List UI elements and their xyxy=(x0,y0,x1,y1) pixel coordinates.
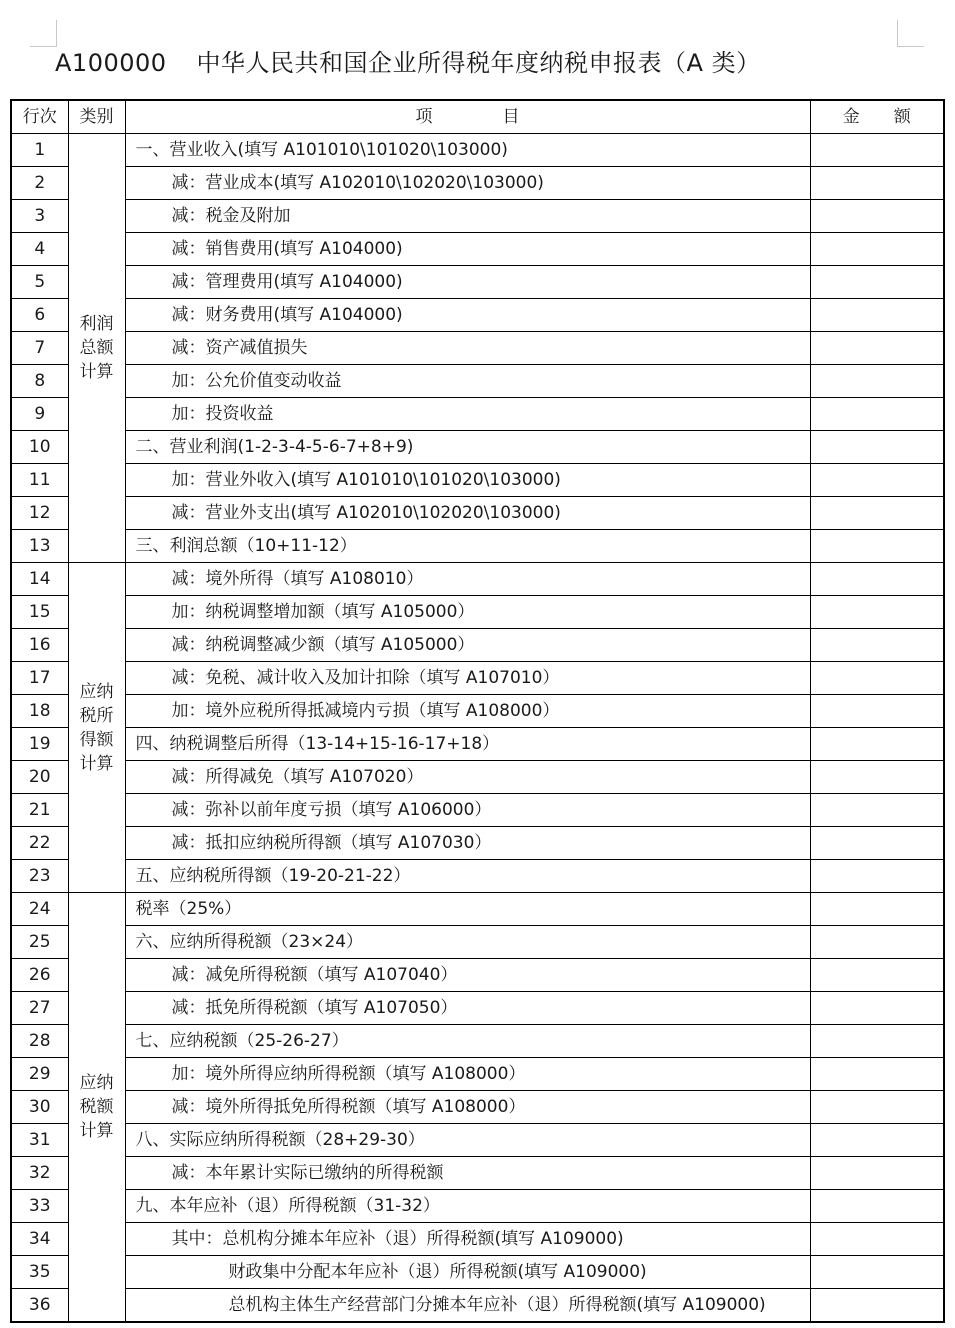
row-number: 5 xyxy=(11,266,68,299)
table-row xyxy=(11,860,944,893)
row-number: 26 xyxy=(11,959,68,992)
row-item: 二、营业利润(1-2-3-4-5-6-7+8+9) xyxy=(125,431,810,464)
row-item: 加：投资收益 xyxy=(125,398,810,431)
table-row xyxy=(11,431,944,464)
table-row xyxy=(11,1289,944,1323)
row-number: 20 xyxy=(11,761,68,794)
header-amount: 金 额 xyxy=(810,100,944,134)
tax-return-table xyxy=(10,99,945,1323)
amount-cell[interactable] xyxy=(810,959,944,992)
amount-cell[interactable] xyxy=(810,1157,944,1190)
row-number: 32 xyxy=(11,1157,68,1190)
table-row xyxy=(11,794,944,827)
amount-cell[interactable] xyxy=(810,596,944,629)
table-row xyxy=(11,959,944,992)
amount-cell[interactable] xyxy=(810,1091,944,1124)
table-row xyxy=(11,332,944,365)
row-number: 31 xyxy=(11,1124,68,1157)
amount-cell[interactable] xyxy=(810,167,944,200)
table-row xyxy=(11,992,944,1025)
row-item: 三、利润总额（10+11-12） xyxy=(125,530,810,563)
row-item: 减：所得减免（填写 A107020） xyxy=(125,761,810,794)
header-item-right: 目 xyxy=(502,107,520,127)
row-item: 六、应纳所得税额（23×24） xyxy=(125,926,810,959)
table-row xyxy=(11,200,944,233)
table-row xyxy=(11,1256,944,1289)
header-row-no: 行次 xyxy=(11,100,68,134)
amount-cell[interactable] xyxy=(810,662,944,695)
amount-cell[interactable] xyxy=(810,332,944,365)
row-number: 18 xyxy=(11,695,68,728)
row-number: 35 xyxy=(11,1256,68,1289)
row-number: 36 xyxy=(11,1289,68,1323)
row-item: 减：管理费用(填写 A104000) xyxy=(125,266,810,299)
category-profit-label: 利润总额计算 xyxy=(79,314,114,382)
amount-cell[interactable] xyxy=(810,1289,944,1323)
row-item: 减：财务费用(填写 A104000) xyxy=(125,299,810,332)
row-item: 一、营业收入(填写 A101010\101020\103000) xyxy=(125,134,810,167)
row-item: 加：境外应税所得抵减境内亏损（填写 A108000） xyxy=(125,695,810,728)
amount-cell[interactable] xyxy=(810,1256,944,1289)
row-item: 减：减免所得税额（填写 A107040） xyxy=(125,959,810,992)
row-number: 1 xyxy=(11,134,68,167)
row-item: 减：营业成本(填写 A102010\102020\103000) xyxy=(125,167,810,200)
table-row xyxy=(11,1025,944,1058)
row-item: 四、纳税调整后所得（13-14+15-16-17+18） xyxy=(125,728,810,761)
row-item: 财政集中分配本年应补（退）所得税额(填写 A109000) xyxy=(125,1256,810,1289)
table-row xyxy=(11,134,944,167)
amount-cell[interactable] xyxy=(810,464,944,497)
row-number: 2 xyxy=(11,167,68,200)
row-number: 4 xyxy=(11,233,68,266)
row-number: 11 xyxy=(11,464,68,497)
table-row xyxy=(11,1190,944,1223)
amount-cell[interactable] xyxy=(810,860,944,893)
row-number: 8 xyxy=(11,365,68,398)
table-row xyxy=(11,893,944,926)
header-category: 类别 xyxy=(68,100,125,134)
row-item: 加：境外所得应纳所得税额（填写 A108000） xyxy=(125,1058,810,1091)
amount-cell[interactable] xyxy=(810,992,944,1025)
row-number: 13 xyxy=(11,530,68,563)
row-number: 14 xyxy=(11,563,68,596)
table-row xyxy=(11,299,944,332)
row-item: 五、应纳税所得额（19-20-21-22） xyxy=(125,860,810,893)
row-item: 减：营业外支出(填写 A102010\102020\103000) xyxy=(125,497,810,530)
row-item: 减：境外所得抵免所得税额（填写 A108000） xyxy=(125,1091,810,1124)
row-number: 28 xyxy=(11,1025,68,1058)
row-number: 6 xyxy=(11,299,68,332)
amount-cell[interactable] xyxy=(810,266,944,299)
category-profit xyxy=(68,134,125,563)
row-number: 23 xyxy=(11,860,68,893)
table-row xyxy=(11,926,944,959)
amount-cell[interactable] xyxy=(810,563,944,596)
table-row xyxy=(11,629,944,662)
amount-cell[interactable] xyxy=(810,893,944,926)
row-number: 22 xyxy=(11,827,68,860)
amount-cell[interactable] xyxy=(810,134,944,167)
row-item: 减：销售费用(填写 A104000) xyxy=(125,233,810,266)
row-item: 加：营业外收入(填写 A101010\101020\103000) xyxy=(125,464,810,497)
header-item xyxy=(125,100,810,134)
amount-cell[interactable] xyxy=(810,827,944,860)
form-code: A100000 xyxy=(55,49,167,77)
row-number: 33 xyxy=(11,1190,68,1223)
amount-cell[interactable] xyxy=(810,1025,944,1058)
row-number: 10 xyxy=(11,431,68,464)
amount-cell[interactable] xyxy=(810,398,944,431)
table-row xyxy=(11,1058,944,1091)
table-row xyxy=(11,596,944,629)
amount-cell[interactable] xyxy=(810,1223,944,1256)
table-row xyxy=(11,695,944,728)
row-number: 12 xyxy=(11,497,68,530)
amount-cell[interactable] xyxy=(810,200,944,233)
table-header-row xyxy=(11,100,944,134)
amount-cell[interactable] xyxy=(810,794,944,827)
row-item: 七、应纳税额（25-26-27） xyxy=(125,1025,810,1058)
row-item: 减：税金及附加 xyxy=(125,200,810,233)
category-tax-payable xyxy=(68,893,125,1323)
table-row xyxy=(11,662,944,695)
amount-cell[interactable] xyxy=(810,629,944,662)
row-item: 减：境外所得（填写 A108010） xyxy=(125,563,810,596)
table-row xyxy=(11,464,944,497)
row-number: 19 xyxy=(11,728,68,761)
row-item: 减：弥补以前年度亏损（填写 A106000） xyxy=(125,794,810,827)
table-row xyxy=(11,761,944,794)
row-item: 其中：总机构分摊本年应补（退）所得税额(填写 A109000) xyxy=(125,1223,810,1256)
row-item: 减：抵免所得税额（填写 A107050） xyxy=(125,992,810,1025)
row-number: 17 xyxy=(11,662,68,695)
row-number: 34 xyxy=(11,1223,68,1256)
table-row xyxy=(11,728,944,761)
row-item: 九、本年应补（退）所得税额（31-32） xyxy=(125,1190,810,1223)
row-number: 25 xyxy=(11,926,68,959)
table-row xyxy=(11,365,944,398)
amount-cell[interactable] xyxy=(810,761,944,794)
row-number: 29 xyxy=(11,1058,68,1091)
amount-cell[interactable] xyxy=(810,530,944,563)
table-row xyxy=(11,398,944,431)
amount-cell[interactable] xyxy=(810,365,944,398)
row-number: 3 xyxy=(11,200,68,233)
table-row xyxy=(11,497,944,530)
amount-cell[interactable] xyxy=(810,926,944,959)
amount-cell[interactable] xyxy=(810,233,944,266)
page-corner-mark-right xyxy=(897,20,924,47)
table-row xyxy=(11,530,944,563)
row-number: 7 xyxy=(11,332,68,365)
category-taxable-income-label: 应纳税所得额计算 xyxy=(79,681,114,774)
amount-cell[interactable] xyxy=(810,695,944,728)
row-number: 24 xyxy=(11,893,68,926)
row-number: 27 xyxy=(11,992,68,1025)
table-row xyxy=(11,1223,944,1256)
table-row xyxy=(11,827,944,860)
row-item: 减：纳税调整减少额（填写 A105000） xyxy=(125,629,810,662)
row-item: 减：资产减值损失 xyxy=(125,332,810,365)
table-row xyxy=(11,266,944,299)
row-item: 总机构主体生产经营部门分摊本年应补（退）所得税额(填写 A109000) xyxy=(125,1289,810,1323)
amount-cell[interactable] xyxy=(810,299,944,332)
category-taxable-income xyxy=(68,563,125,893)
table-row xyxy=(11,233,944,266)
row-item: 八、实际应纳所得税额（28+29-30） xyxy=(125,1124,810,1157)
amount-cell[interactable] xyxy=(810,728,944,761)
table-row xyxy=(11,563,944,596)
table-row xyxy=(11,1157,944,1190)
row-item: 加：公允价值变动收益 xyxy=(125,365,810,398)
amount-cell[interactable] xyxy=(810,1190,944,1223)
form-title xyxy=(55,46,761,80)
row-number: 30 xyxy=(11,1091,68,1124)
amount-cell[interactable] xyxy=(810,431,944,464)
table-row xyxy=(11,1091,944,1124)
row-number: 15 xyxy=(11,596,68,629)
row-item: 加：纳税调整增加额（填写 A105000） xyxy=(125,596,810,629)
row-item: 减：本年累计实际已缴纳的所得税额 xyxy=(125,1157,810,1190)
row-number: 21 xyxy=(11,794,68,827)
row-item: 税率（25%） xyxy=(125,893,810,926)
amount-cell[interactable] xyxy=(810,497,944,530)
page-corner-mark-left xyxy=(30,20,57,47)
row-number: 9 xyxy=(11,398,68,431)
header-item-left: 项 xyxy=(415,107,433,127)
table-row xyxy=(11,167,944,200)
row-number: 16 xyxy=(11,629,68,662)
table-row xyxy=(11,1124,944,1157)
row-item: 减：抵扣应纳税所得额（填写 A107030） xyxy=(125,827,810,860)
amount-cell[interactable] xyxy=(810,1058,944,1091)
amount-cell[interactable] xyxy=(810,1124,944,1157)
row-item: 减：免税、减计收入及加计扣除（填写 A107010） xyxy=(125,662,810,695)
category-tax-payable-label: 应纳税额计算 xyxy=(79,1073,114,1141)
form-title-text: 中华人民共和国企业所得税年度纳税申报表（A 类） xyxy=(196,49,761,77)
